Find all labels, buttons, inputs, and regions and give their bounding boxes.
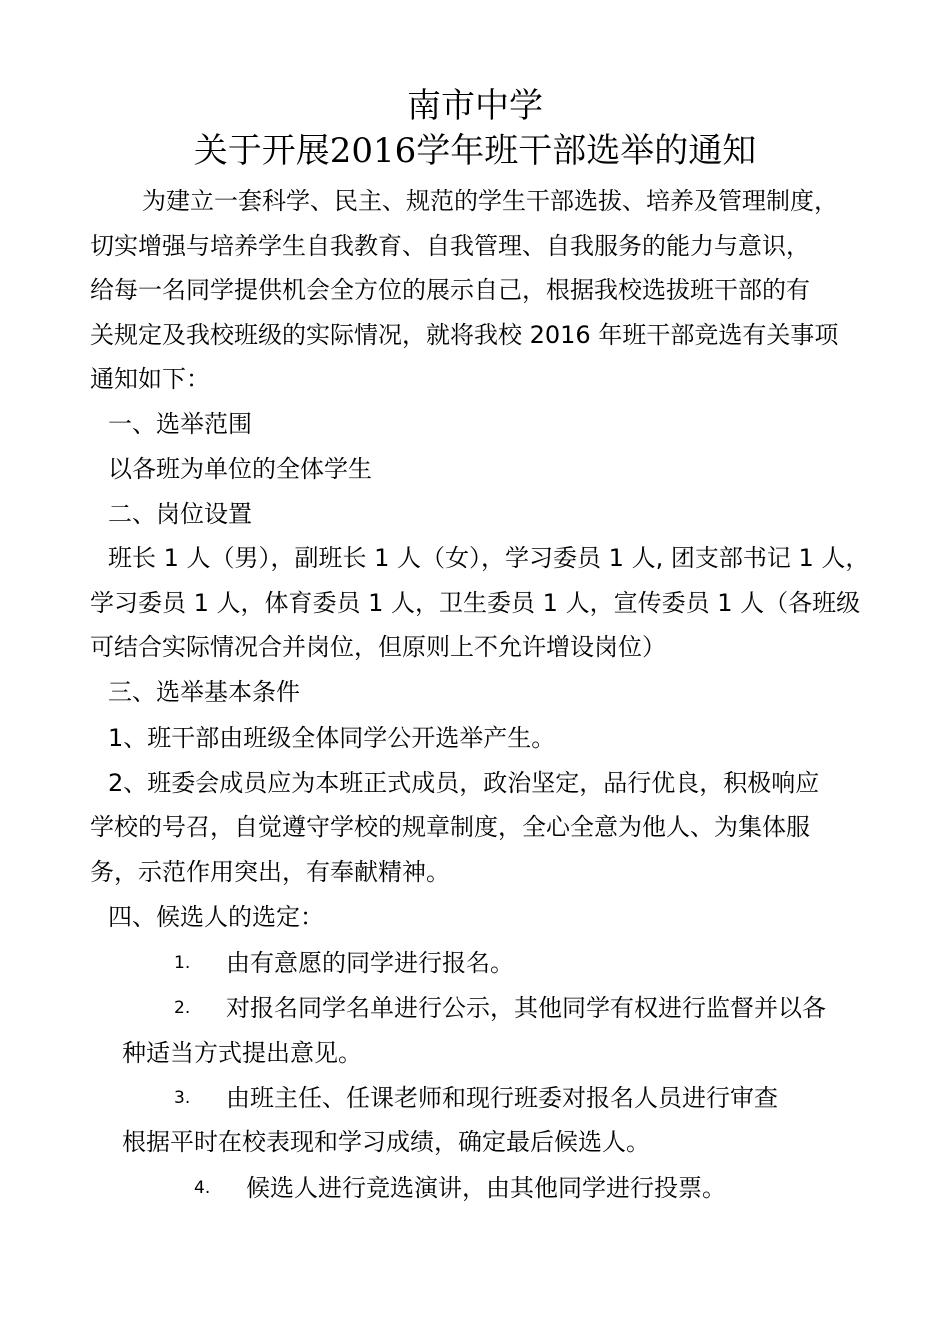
section-3-item-1: 1、班干部由班级全体同学公开选举产生。 (108, 724, 556, 752)
section-3-heading: 三、选举基本条件 (108, 678, 300, 706)
section-2-heading: 二、岗位设置 (108, 500, 252, 528)
section-4-item-3-number: 3. (174, 1088, 191, 1108)
section-4-item-3-cont: 根据平时在校表现和学习成绩，确定最后候选人。 (122, 1128, 650, 1156)
section-3-item-2-cont-1: 学校的号召，自觉遵守学校的规章制度，全心全意为他人、为集体服 (90, 813, 810, 841)
section-4-heading: 四、候选人的选定： (108, 903, 324, 931)
intro-line-5: 通知如下： (90, 365, 210, 393)
section-4-item-2-number: 2. (174, 998, 191, 1018)
section-4-item-3-text: 由班主任、任课老师和现行班委对报名人员进行审查 (226, 1084, 778, 1112)
notice-title: 关于开展2016学年班干部选举的通知 (193, 131, 757, 171)
section-1-heading: 一、选举范围 (108, 410, 252, 438)
section-2-line-3: 可结合实际情况合并岗位，但原则上不允许增设岗位） (90, 633, 666, 661)
intro-line-3: 给每一名同学提供机会全方位的展示自己，根据我校选拔班干部的有 (90, 276, 810, 304)
section-2-line-2: 学习委员 1 人，体育委员 1 人，卫生委员 1 人，宣传委员 1 人（各班级 (90, 589, 861, 617)
section-4-item-4-text: 候选人进行竞选演讲，由其他同学进行投票。 (246, 1174, 726, 1202)
section-4-item-2-text: 对报名同学名单进行公示，其他同学有权进行监督并以各 (226, 994, 826, 1022)
section-1-body: 以各班为单位的全体学生 (108, 455, 372, 483)
intro-line-1: 为建立一套科学、民主、规范的学生干部选拔、培养及管理制度， (142, 187, 838, 215)
school-name: 南市中学 (407, 86, 543, 126)
section-4-item-4-number: 4. (194, 1178, 211, 1198)
intro-line-2: 切实增强与培养学生自我教育、自我管理、自我服务的能力与意识， (90, 232, 810, 260)
section-4-item-1-number: 1. (174, 953, 191, 973)
section-3-item-2-cont-2: 务，示范作用突出，有奉献精神。 (90, 858, 450, 886)
section-3-item-2: 2、班委会成员应为本班正式成员，政治坚定，品行优良，积极响应 (108, 769, 820, 797)
section-4-item-1-text: 由有意愿的同学进行报名。 (226, 949, 514, 977)
section-4-item-2-cont: 种适当方式提出意见。 (122, 1039, 362, 1067)
section-2-line-1: 班长 1 人（男），副班长 1 人（女），学习委员 1 人, 团支部书记 1 人， (108, 544, 870, 572)
intro-line-4: 关规定及我校班级的实际情况，就将我校 2016 年班干部竞选有关事项 (90, 321, 839, 349)
